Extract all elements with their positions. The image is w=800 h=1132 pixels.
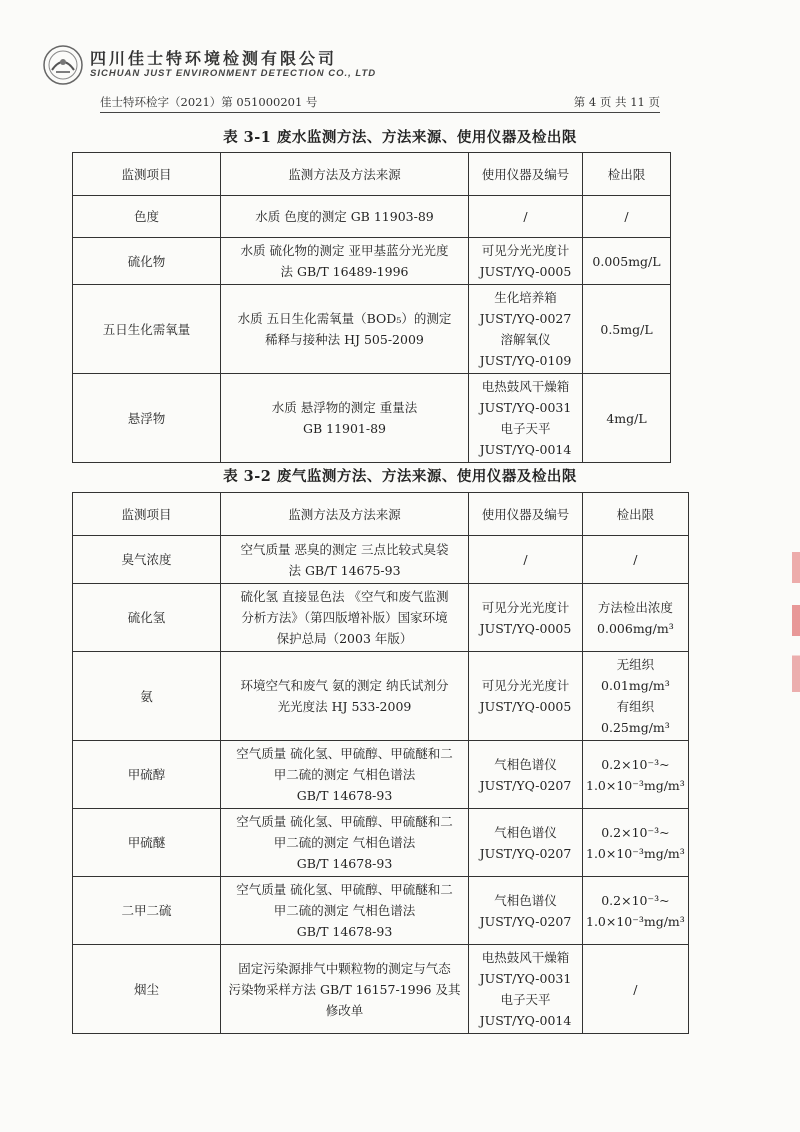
limit-cell	[583, 536, 689, 584]
method-line: 保护总局（2003 年版）	[276, 631, 413, 646]
limit-cell	[583, 374, 671, 463]
limit-cell	[583, 196, 671, 238]
instrument-line: 电子天平	[500, 421, 551, 436]
limit-line: /	[624, 209, 629, 224]
method-cell	[221, 374, 469, 463]
limit-cell	[583, 877, 689, 945]
method-line: GB 11901-89	[302, 421, 387, 436]
method-line: 甲二硫的测定 气相色谱法	[273, 835, 416, 850]
instrument-cell	[469, 877, 583, 945]
table-row	[73, 238, 671, 285]
instrument-line: 生化培养箱	[494, 290, 557, 305]
method-line: 空气质量 硫化氢、甲硫醇、甲硫醚和二	[236, 814, 453, 829]
wastewater-method-table	[72, 152, 671, 463]
item-cell: 硫化物	[73, 238, 221, 285]
instrument-line: 电热鼓风干燥箱	[481, 950, 570, 965]
table-row	[73, 584, 689, 652]
instrument-cell	[469, 945, 583, 1034]
item-cell: 五日生化需氧量	[73, 285, 221, 374]
header-item: 监测项目	[73, 153, 221, 196]
instrument-cell	[469, 374, 583, 463]
limit-cell	[583, 238, 671, 285]
method-cell	[221, 238, 469, 285]
instrument-line: 可见分光光度计	[481, 599, 570, 615]
table-row	[73, 945, 689, 1034]
method-line: 空气质量 恶臭的测定 三点比较式臭袋	[240, 541, 449, 557]
instrument-cell	[469, 196, 583, 238]
report-header	[42, 42, 742, 92]
seal-stamp-edge	[792, 552, 800, 692]
limit-line: 0.25mg/m³	[601, 720, 670, 735]
limit-line: 1.0×10⁻³mg/m³	[586, 777, 685, 793]
instrument-line: JUST/YQ-0031	[479, 971, 572, 986]
method-cell	[221, 196, 469, 238]
method-line: GB/T 14678-93	[296, 856, 393, 871]
doc-number: 佳士特环检字（2021）第 051000201 号	[100, 95, 318, 109]
instrument-cell	[469, 741, 583, 809]
limit-cell	[583, 652, 689, 741]
table-row	[73, 285, 671, 374]
method-line: 污染物采样方法 GB/T 16157-1996 及其	[228, 981, 461, 997]
table-row	[73, 196, 671, 238]
instrument-line: JUST/YQ-0109	[479, 353, 572, 368]
method-line: 甲二硫的测定 气相色谱法	[273, 767, 416, 782]
table-row	[73, 741, 689, 809]
instrument-line: JUST/YQ-0207	[479, 777, 572, 793]
instrument-line: JUST/YQ-0014	[479, 442, 572, 457]
instrument-line: 可见分光光度计	[481, 243, 570, 258]
instrument-line: 气相色谱仪	[494, 824, 557, 840]
limit-line: 方法检出浓度	[597, 599, 673, 615]
limit-line: 4mg/L	[606, 410, 647, 426]
table-row	[73, 809, 689, 877]
limit-cell	[583, 945, 689, 1034]
limit-cell	[583, 584, 689, 652]
company-name-cn: 四川佳士特环境检测有限公司	[90, 49, 338, 68]
item-cell: 臭气浓度	[73, 536, 221, 584]
method-line: 法 GB/T 16489-1996	[280, 264, 409, 279]
method-line: 稀释与接种法 HJ 505-2009	[265, 332, 424, 347]
method-line: 分析方法》（第四版增补版）国家环境	[241, 610, 448, 625]
doc-info-line	[100, 94, 660, 110]
method-line: 甲二硫的测定 气相色谱法	[273, 903, 416, 918]
instrument-cell	[469, 285, 583, 374]
header-instrument: 使用仪器及编号	[469, 493, 583, 536]
method-line: 法 GB/T 14675-93	[288, 562, 401, 578]
header-limit: 检出限	[583, 493, 689, 536]
limit-line: 0.2×10⁻³~	[601, 756, 670, 772]
instrument-line: 溶解氧仪	[500, 332, 551, 347]
method-line: 水质 悬浮物的测定 重量法	[271, 400, 418, 415]
method-line: 硫化氢 直接显色法 《空气和废气监测	[240, 589, 449, 604]
method-cell	[221, 652, 469, 741]
header-method: 监测方法及方法来源	[221, 493, 469, 536]
item-cell: 硫化氢	[73, 584, 221, 652]
item-cell: 甲硫醚	[73, 809, 221, 877]
instrument-cell	[469, 652, 583, 741]
instrument-line: JUST/YQ-0005	[479, 699, 572, 714]
method-line: 空气质量 硫化氢、甲硫醇、甲硫醚和二	[236, 746, 453, 761]
limit-line: /	[633, 981, 638, 997]
limit-cell	[583, 741, 689, 809]
page-indicator: 第 4 页 共 11 页	[573, 95, 660, 109]
instrument-line: JUST/YQ-0031	[479, 400, 572, 415]
limit-cell	[583, 809, 689, 877]
instrument-line: JUST/YQ-0014	[479, 1013, 572, 1028]
item-cell: 二甲二硫	[73, 877, 221, 945]
header-item: 监测项目	[73, 493, 221, 536]
instrument-line: 可见分光光度计	[481, 678, 570, 693]
method-line: GB/T 14678-93	[296, 788, 393, 803]
item-cell: 甲硫醇	[73, 741, 221, 809]
header-instrument: 使用仪器及编号	[469, 153, 583, 196]
limit-line: 1.0×10⁻³mg/m³	[586, 913, 685, 929]
instrument-line: 电热鼓风干燥箱	[481, 379, 570, 394]
limit-cell	[583, 285, 671, 374]
exhaust-gas-method-table	[72, 492, 689, 1034]
limit-line: 0.2×10⁻³~	[601, 892, 670, 908]
method-line: 水质 硫化物的测定 亚甲基蓝分光光度	[240, 243, 449, 258]
table-row	[73, 374, 671, 463]
method-line: 固定污染源排气中颗粒物的测定与气态	[238, 960, 451, 976]
limit-line: 1.0×10⁻³mg/m³	[586, 845, 685, 861]
limit-line: 0.01mg/m³	[601, 678, 670, 693]
instrument-line: /	[523, 209, 528, 224]
method-cell	[221, 584, 469, 652]
instrument-line: JUST/YQ-0207	[479, 913, 572, 929]
method-line: 水质 五日生化需氧量（BOD₅）的测定	[237, 311, 452, 326]
method-line: 空气质量 硫化氢、甲硫醇、甲硫醚和二	[236, 882, 453, 897]
method-line: GB/T 14678-93	[296, 924, 393, 939]
limit-line: 有组织	[616, 699, 655, 714]
method-cell	[221, 741, 469, 809]
instrument-line: JUST/YQ-0027	[479, 311, 572, 326]
instrument-line: 气相色谱仪	[494, 756, 557, 772]
item-cell: 色度	[73, 196, 221, 238]
instrument-cell	[469, 584, 583, 652]
item-cell: 氨	[73, 652, 221, 741]
method-cell	[221, 945, 469, 1034]
instrument-line: JUST/YQ-0207	[479, 845, 572, 861]
instrument-line: 电子天平	[500, 992, 551, 1007]
method-line: 光光度法 HJ 533-2009	[277, 699, 412, 714]
limit-line: 0.006mg/m³	[597, 620, 674, 636]
limit-line: 0.5mg/L	[600, 321, 653, 337]
instrument-line: JUST/YQ-0005	[479, 620, 572, 636]
item-cell: 悬浮物	[73, 374, 221, 463]
method-cell	[221, 877, 469, 945]
instrument-cell	[469, 809, 583, 877]
limit-line: 0.005mg/L	[592, 253, 661, 269]
method-cell	[221, 536, 469, 584]
instrument-line: /	[523, 552, 528, 567]
instrument-line: JUST/YQ-0005	[479, 264, 572, 279]
table2-caption: 表 3-2 废气监测方法、方法来源、使用仪器及检出限	[223, 468, 577, 485]
limit-line: /	[633, 552, 638, 567]
table1-caption: 表 3-1 废水监测方法、方法来源、使用仪器及检出限	[223, 129, 577, 146]
limit-line: 无组织	[616, 657, 655, 672]
table-row	[73, 877, 689, 945]
table-row	[73, 652, 689, 741]
method-line: 水质 色度的测定 GB 11903-89	[255, 209, 434, 224]
header-divider	[100, 112, 660, 113]
instrument-cell	[469, 238, 583, 285]
method-cell	[221, 809, 469, 877]
item-cell: 烟尘	[73, 945, 221, 1034]
method-line: 修改单	[325, 1002, 364, 1018]
instrument-cell	[469, 536, 583, 584]
method-cell	[221, 285, 469, 374]
method-line: 环境空气和废气 氨的测定 纳氏试剂分	[240, 678, 449, 693]
company-name-en: SICHUAN JUST ENVIRONMENT DETECTION CO., LTD	[90, 68, 377, 79]
table-header-row	[73, 493, 689, 536]
company-logo-icon	[42, 44, 84, 86]
limit-line: 0.2×10⁻³~	[601, 824, 670, 840]
table-header-row	[73, 153, 671, 196]
instrument-line: 气相色谱仪	[494, 892, 557, 908]
table-row	[73, 536, 689, 584]
header-method: 监测方法及方法来源	[221, 153, 469, 196]
header-limit: 检出限	[583, 153, 671, 196]
